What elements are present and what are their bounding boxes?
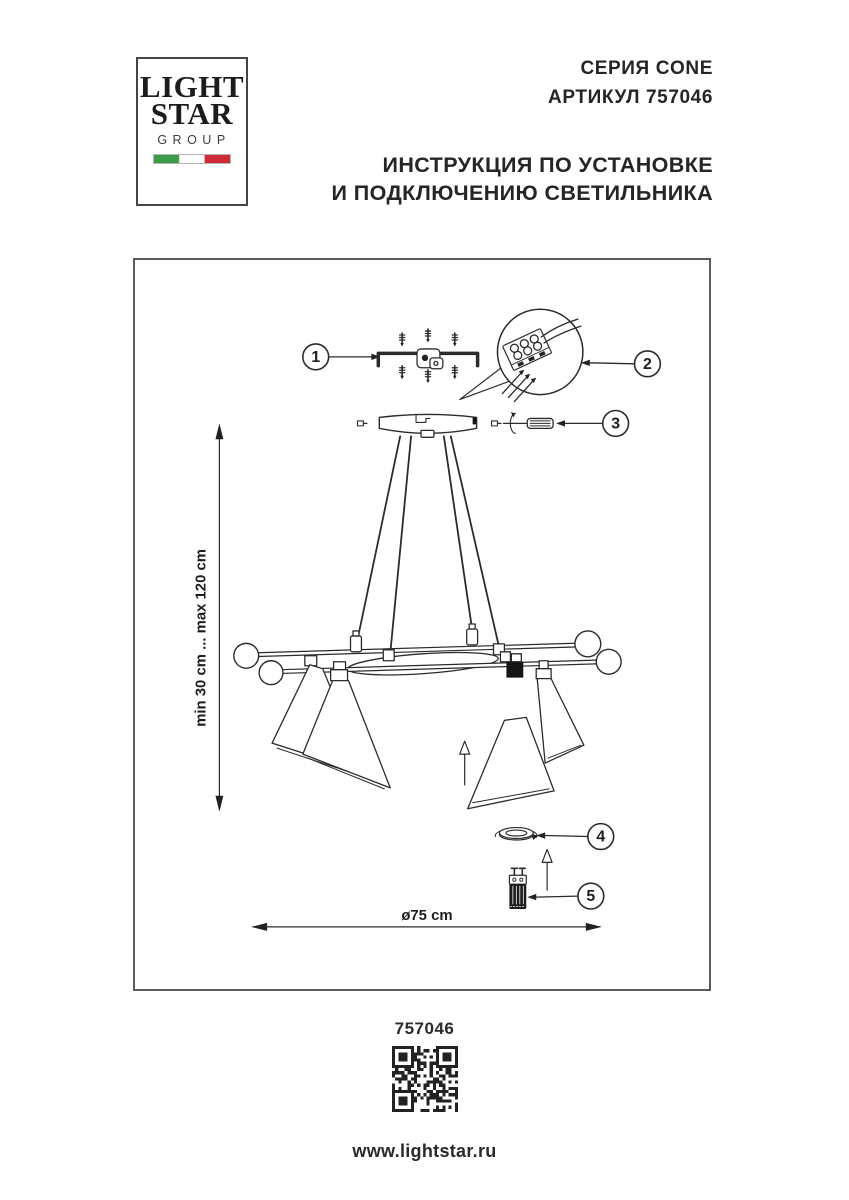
retaining-ring	[495, 828, 538, 840]
footer-article-number: 757046	[394, 1019, 455, 1038]
installation-diagram	[135, 260, 709, 989]
instruction-title-line1: ИНСТРУКЦИЯ ПО УСТАНОВКЕ	[382, 153, 713, 177]
instruction-title-line2: И ПОДКЛЮЧЕНИЮ СВЕТИЛЬНИКА	[331, 181, 713, 205]
logo-word-group: GROUP	[157, 133, 231, 147]
series-title: СЕРИЯ CONE	[580, 58, 713, 79]
italian-flag-icon	[153, 154, 231, 164]
svg-text:5: 5	[586, 888, 596, 906]
up-arrow-icon	[460, 741, 470, 785]
document-header	[332, 58, 713, 207]
dimension-vertical	[194, 423, 224, 811]
qr-code	[392, 1046, 458, 1112]
mounting-bracket	[378, 349, 477, 369]
callout-3-marker	[556, 410, 628, 436]
svg-text:2: 2	[643, 355, 652, 373]
small-screw-icon	[357, 421, 366, 426]
website-url: www.lightstar.ru	[352, 1141, 497, 1161]
svg-text:ø75 cm: ø75 cm	[401, 907, 453, 924]
article-title: АРТИКУЛ 757046	[548, 87, 713, 108]
connector-box	[506, 662, 523, 678]
svg-text:3: 3	[611, 415, 621, 433]
callout-4-marker	[536, 824, 613, 850]
svg-text:1: 1	[311, 348, 321, 366]
callout-2-marker	[581, 351, 660, 377]
svg-text:min 30 cm ... max 120 cm: min 30 cm ... max 120 cm	[193, 549, 210, 727]
svg-text:4: 4	[596, 828, 606, 846]
led-lamp	[509, 868, 526, 909]
dimension-horizontal	[251, 908, 602, 931]
fixture-frame	[234, 624, 621, 685]
ceiling-canopy	[357, 414, 476, 437]
logo-word-star: STAR	[150, 96, 234, 131]
callout-1-marker	[303, 344, 380, 370]
suspension-cables	[357, 436, 499, 653]
logo-word-light: LIGHT	[139, 69, 245, 104]
up-arrow-small-icon	[542, 849, 552, 890]
diagram-frame	[133, 258, 711, 991]
locking-screw-detail	[492, 412, 554, 433]
lightstar-logo	[136, 57, 248, 206]
callout-5-marker	[527, 883, 603, 909]
cone-shades	[272, 656, 584, 809]
